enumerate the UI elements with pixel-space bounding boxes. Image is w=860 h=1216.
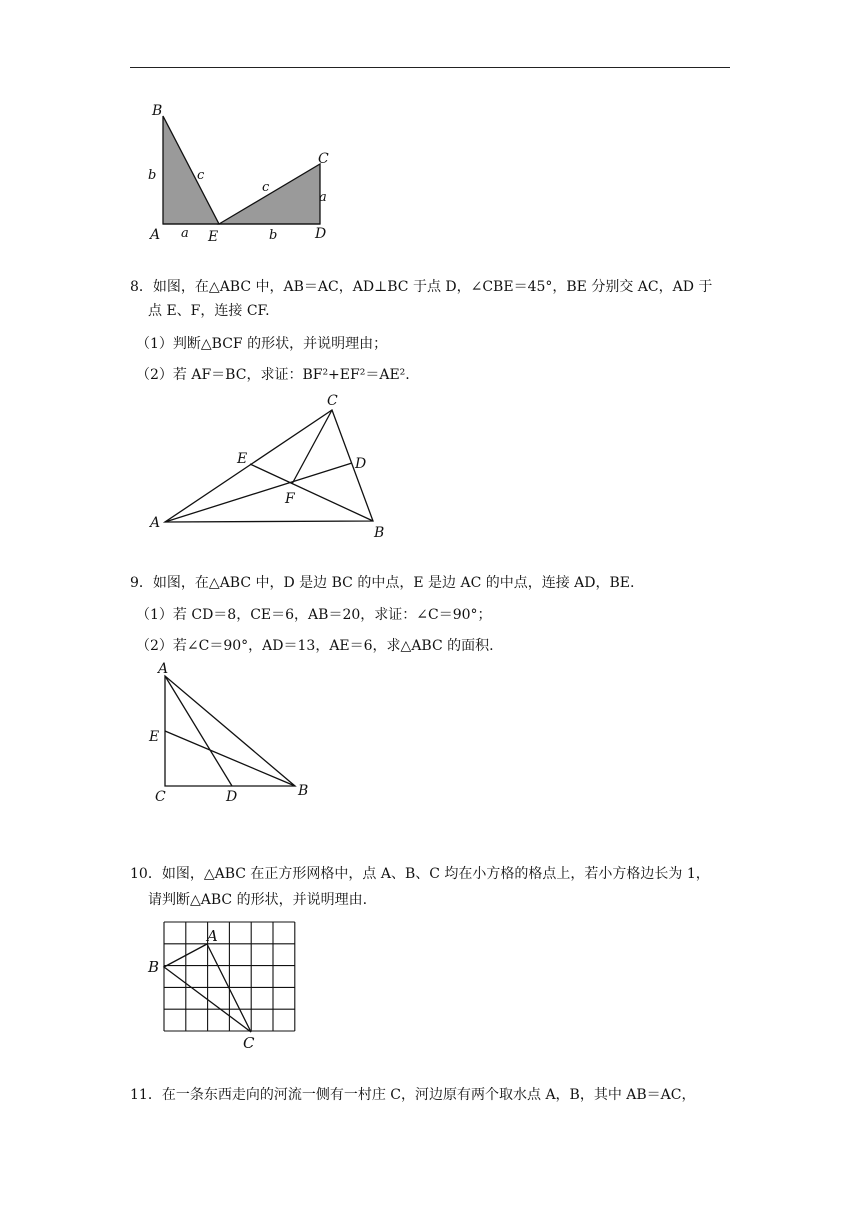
- label-C: C: [318, 151, 329, 167]
- label-A: A: [207, 927, 218, 945]
- label-B: B: [148, 958, 160, 976]
- label-b-left: b: [148, 168, 157, 183]
- label-A: A: [150, 515, 161, 531]
- label-c-left: c: [197, 168, 205, 183]
- label-D: D: [226, 789, 238, 805]
- label-E: E: [237, 451, 248, 467]
- label-B: B: [374, 525, 385, 541]
- label-D: D: [315, 226, 327, 242]
- label-C: C: [155, 789, 166, 805]
- label-B: B: [298, 783, 309, 799]
- label-a-right: a: [319, 190, 327, 205]
- q8-line-1: 8．如图，在△ABC 中，AB＝AC，AD⊥BC 于点 D，∠CBE＝45°，BE 分别交 AC，AD 于: [130, 279, 713, 295]
- label-E: E: [208, 229, 219, 245]
- label-D: D: [355, 456, 367, 472]
- q8-line-2: 点 E、F，连接 CF.: [148, 303, 270, 319]
- q8-part-2: （2）若 AF＝BC，求证：BF²+EF²＝AE².: [136, 367, 410, 383]
- q9-part-1: （1）若 CD＝8，CE＝6，AB＝20，求证：∠C＝90°；: [136, 607, 492, 623]
- q8-part-1: （1）判断△BCF 的形状，并说明理由；: [136, 336, 388, 352]
- label-a-bottom: a: [181, 226, 189, 241]
- q10-line-1: 10．如图，△ABC 在正方形网格中，点 A、B、C 均在小方格的格点上，若小方格边长为 1，: [130, 866, 710, 882]
- q10-line-2: 请判断△ABC 的形状，并说明理由.: [148, 892, 368, 908]
- q9-line-1: 9．如图，在△ABC 中，D 是边 BC 的中点，E 是边 AC 的中点，连接 AD，BE.: [130, 575, 635, 591]
- label-B: B: [152, 103, 163, 119]
- label-C: C: [243, 1034, 255, 1052]
- label-F: F: [285, 491, 295, 507]
- label-C: C: [327, 393, 338, 409]
- label-A: A: [150, 227, 161, 243]
- label-E: E: [149, 729, 160, 745]
- label-c-right: c: [262, 180, 270, 195]
- label-b-bottom: b: [269, 228, 278, 243]
- q9-part-2: （2）若∠C＝90°，AD＝13，AE＝6，求△ABC 的面积.: [136, 638, 494, 654]
- label-A: A: [158, 661, 169, 677]
- q11-line-1: 11．在一条东西走向的河流一侧有一村庄 C，河边原有两个取水点 A，B，其中 AB＝AC，: [130, 1087, 696, 1103]
